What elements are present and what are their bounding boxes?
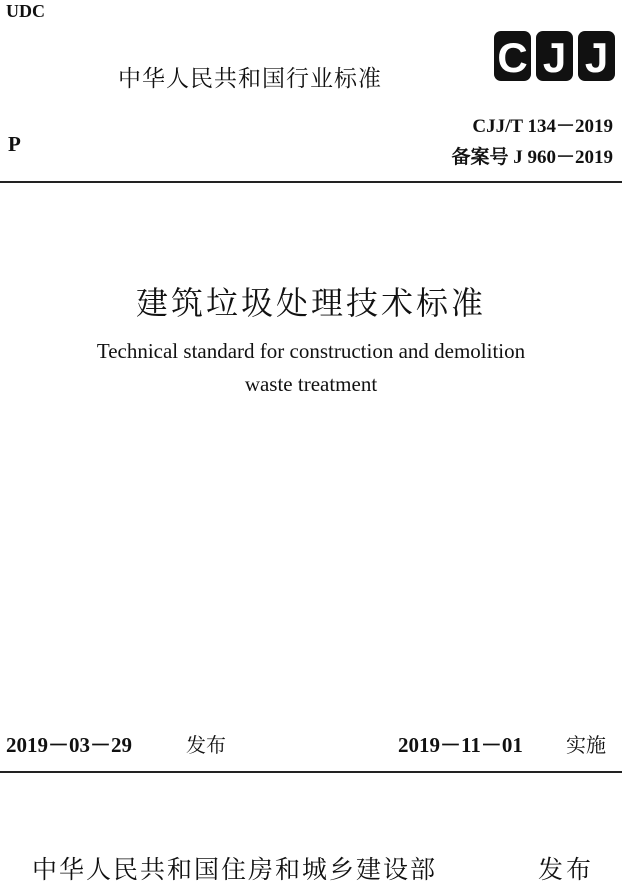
udc-label: UDC [6,1,45,21]
record-number: 备案号 J 960－2019 [451,147,613,168]
english-title-line2: waste treatment [244,372,378,396]
implement-date: 2019－11－01 [398,733,523,757]
publish-date: 2019－03－29 [6,733,132,757]
issuing-authority: 中华人民共和国住房和城乡建设部 [32,855,438,884]
issue-label: 发布 [538,855,595,884]
standard-series-title: 中华人民共和国行业标准 [118,66,382,92]
cjj-logo [490,28,618,84]
category-code: P [8,132,21,156]
bottom-divider [0,771,622,773]
chinese-title: 建筑垃圾处理技术标准 [135,284,486,322]
logo-letter-j1: J [542,34,567,81]
publish-label: 发布 [186,733,226,757]
logo-letter-c: C [497,34,528,81]
implement-label: 实施 [566,733,606,757]
english-title-line1: Technical standard for construction and demolition [96,339,526,363]
logo-letter-j2: J [584,34,609,81]
standard-code: CJJ/T 134－2019 [472,116,613,137]
top-divider [0,181,622,183]
